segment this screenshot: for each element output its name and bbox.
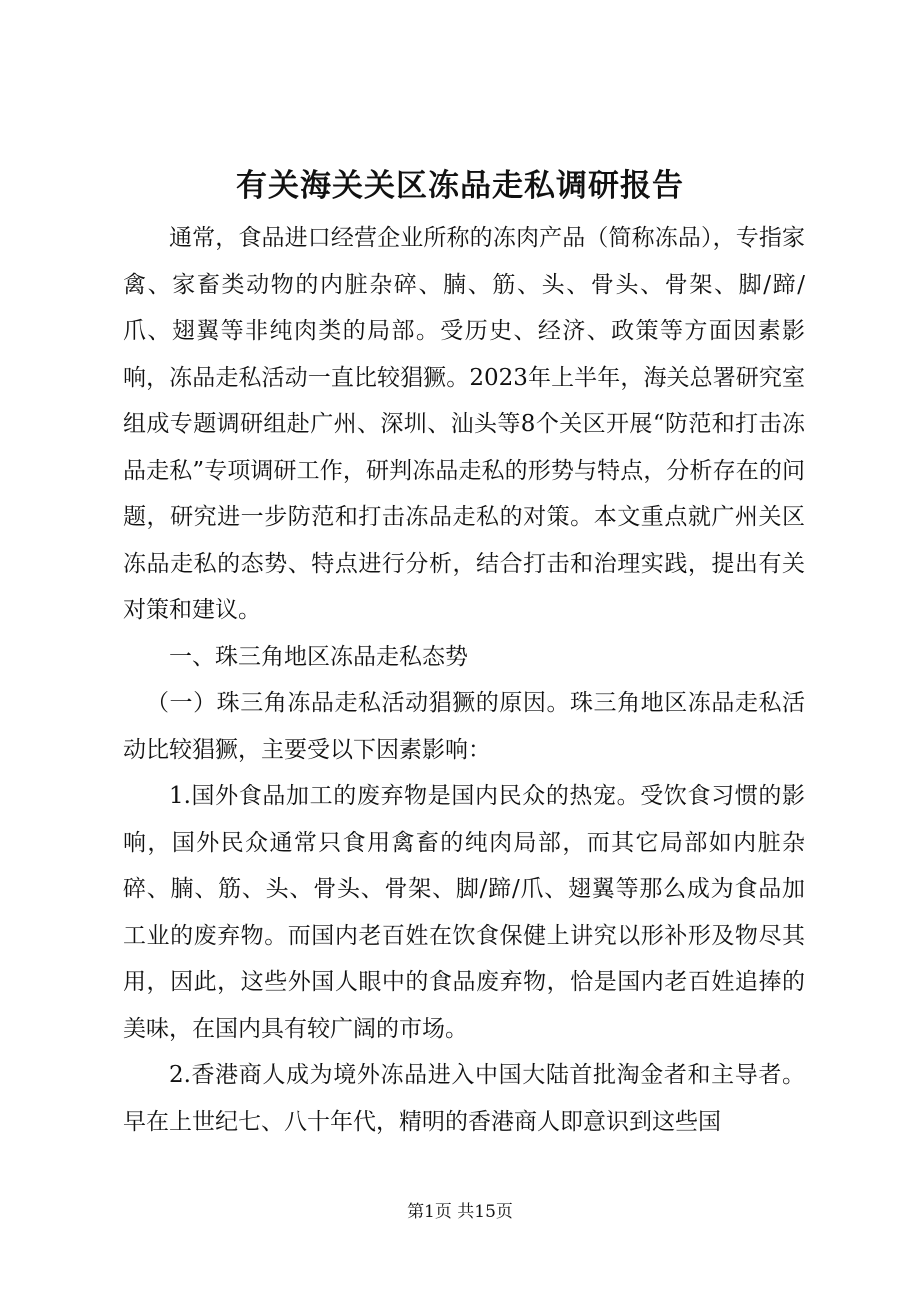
page-footer: 第1页 共15页 [407,1202,513,1222]
section-heading-1: 一、珠三角地区冻品走私态势 [169,643,468,670]
document-title: 有关海关关区冻品走私调研报告 [236,168,684,204]
paragraph-point-1: 1.国外食品加工的废弃物是国内民众的热宠。受饮食习惯的影响，国外民众通常只食用禽畜的纯肉局部，而其它局部如内脏杂碎、腩、筋、头、骨头、骨架、脚/蹄/爪、翅翼等那么成为食品加工业的废弃物。而国内老百姓在饮食保健上讲究以形补形及物尽其用，因此，这些外国人眼中的食品废弃物，恰是国内老百姓追捧的美味，在国内具有较广阔的市场。 [123,783,805,1042]
paragraph-intro: 通常，食品进口经营企业所称的冻肉产品（简称冻品），专指家禽、家畜类动物的内脏杂碎、腩、筋、头、骨头、骨架、脚/蹄/爪、翅翼等非纯肉类的局部。受历史、经济、政策等方面因素影响，冻品走私活动一直比较猖獗。2023年上半年，海关总署研究室组成专题调研组赴广州、深圳、汕头等8个关区开展“防范和打击冻品走私”专项调研工作，研判冻品走私的形势与特点，分析存在的问题，研究进一步防范和打击冻品走私的对策。本文重点就广州关区冻品走私的态势、特点进行分析，结合打击和治理实践，提出有关对策和建议。 [123,225,805,623]
document-body [123,215,805,1145]
subsection-heading-1: （一）珠三角冻品走私活动猖獗的原因。珠三角地区冻品走私活动比较猖獗，主要受以下因素影响： [123,690,805,763]
paragraph-point-2: 2.香港商人成为境外冻品进入中国大陆首批淘金者和主导者。早在上世纪七、八十年代，精明的香港商人即意识到这些国 [123,1062,805,1135]
